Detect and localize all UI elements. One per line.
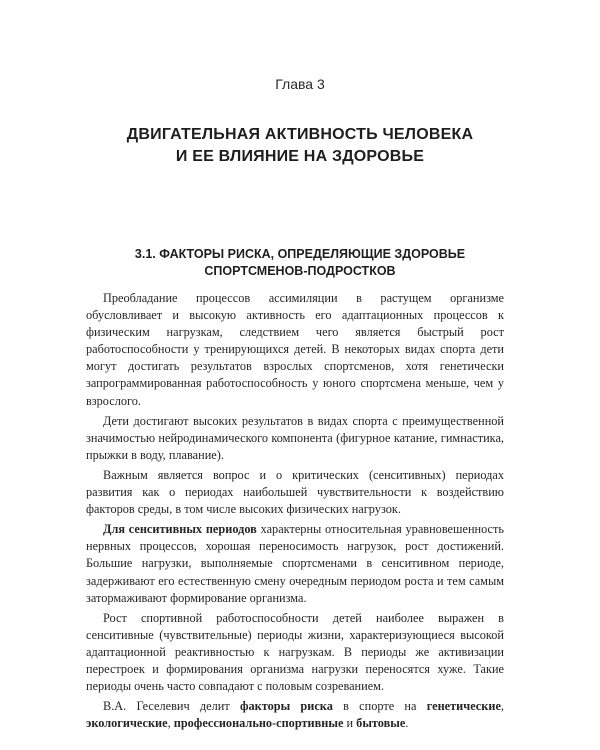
chapter-label: Глава 3	[275, 76, 325, 92]
section-title-line-1: 3.1. ФАКТОРЫ РИСКА, ОПРЕДЕЛЯЮЩИЕ ЗДОРОВЬЕ	[134, 247, 466, 261]
text-run: в спорте на	[332, 699, 427, 714]
chapter-title	[0, 124, 600, 168]
bold-term: экологические	[86, 716, 168, 731]
bold-term: генетические	[426, 699, 501, 714]
paragraph	[86, 521, 504, 606]
text-run: Преобладание процессов ассимиляции в растущем организме обусловливает и высокую активность его адаптационных процессов к физическим нагрузкам, следствием чего является быстрый рост работоспособности у тренирующихся детей. В некоторых видах спорта дети могут достигать результатов взрослых спортсменов, хотя генетически запрограммированная работоспособность у юного спортсмена меньше, чем у взрослого.	[86, 291, 504, 408]
text-run: ,	[500, 699, 504, 714]
text-run: и	[343, 716, 357, 731]
section-title	[0, 246, 600, 280]
paragraph	[86, 467, 504, 518]
text-run: .	[405, 716, 409, 731]
bold-term: Для сенситивных периодов	[103, 522, 257, 537]
bold-term: факторы риска	[239, 699, 333, 714]
text-run: Дети достигают высоких результатов в видах спорта с преимущественной значимостью нейродинамического компонента (фигурное катание, гимнастика, прыжки в воду, плавание).	[86, 413, 504, 462]
text-run: ,	[167, 716, 174, 731]
bold-term: бытовые	[356, 716, 406, 731]
paragraph	[86, 698, 504, 732]
paragraph	[86, 413, 504, 464]
bold-term: профессионально-спортивные	[173, 716, 344, 731]
paragraph	[86, 290, 504, 410]
text-run: Важным является вопрос и о критических (сенситивных) периодах развития как о периодах наибольшей чувствительности к воздействию факторов среды, в том числе высоких физических нагрузок.	[86, 467, 504, 517]
chapter-title-line-1: ДВИГАТЕЛЬНАЯ АКТИВНОСТЬ ЧЕЛОВЕКА	[126, 126, 474, 143]
paragraph	[86, 610, 504, 695]
text-run: В.А. Геселевич делит	[103, 699, 240, 714]
text-run: Рост спортивной работоспособности детей наиболее выражен в сенситивные (чувствительные) периоды жизни, характеризующиеся высокой адаптационной реактивностью к нагрузкам. В периоды же активизации перестроек и формирования организма нагрузки переносятся хуже. Такие периоды очень часто совпадают с половым созреванием.	[86, 610, 504, 694]
text-run: характерны относительная уравновешенность нервных процессов, хорошая переносимость нагрузок, рост достижений. Большие нагрузки, выполняемые спортсменами в сенситивном периоде, задерживают его естественную смену очередным периодом роста и тем самым затормаживают формирование организма.	[86, 522, 504, 605]
body-text	[86, 290, 504, 735]
section-title-line-2: СПОРТСМЕНОВ-ПОДРОСТКОВ	[204, 264, 396, 278]
chapter-title-line-2: И ЕЕ ВЛИЯНИЕ НА ЗДОРОВЬЕ	[175, 148, 425, 165]
